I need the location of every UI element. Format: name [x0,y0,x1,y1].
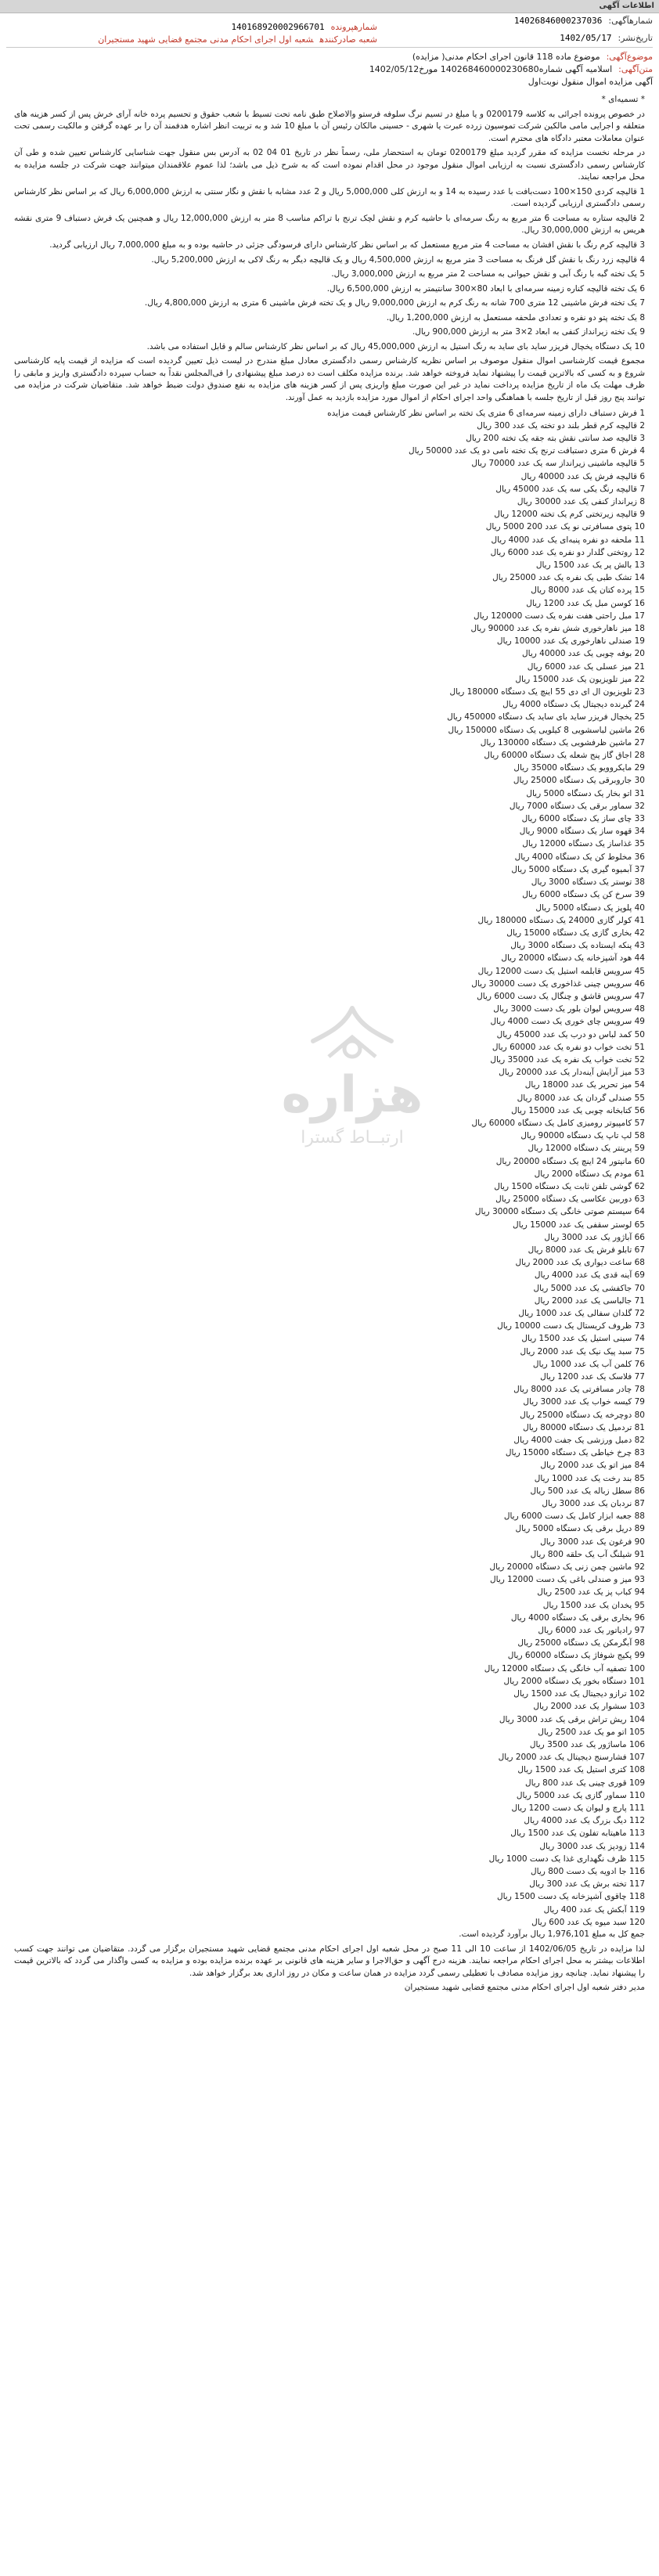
list-item: 55 صندلی گردان یک عدد 8000 ریال [517,1093,645,1103]
ad-number-row [514,16,653,26]
closing-paragraph: مدیر دفتر شعبه اول اجرای احکام مدنی مجتمع قضایی شهید مستجیران [404,1983,645,1993]
body-paragraph: 7 یک تخته فرش ماشینی 12 متری 700 شانه به رنگ کرم به ارزش 9,000,000 ریال و یک تخته فرش ماشینی 6 متری به ارزش 4,800,000 ریال. [144,298,645,308]
body-paragraph: 1 قالیچه کردی 150×100 دست‌بافت با عدد رسیده به 14 و به ارزش کلی 5,000,000 ریال و 2 عدد مشابه با نقش و نگار سنتی به ارزش 6,000,000 ریال که بر اساس نظر کارشناس رسمی دادگستری ارزیابی گردیده است. [14,186,645,209]
list-item: 39 سرخ کن یک دستگاه 6000 ریال [522,890,645,900]
list-item: 104 ریش تراش برقی یک عدد 3000 ریال [499,1714,645,1724]
list-item: 57 کامپیوتر رومیزی کامل یک دستگاه 60000 ریال [471,1118,645,1128]
list-item: 84 میز اتو یک عدد 2000 ریال [540,1461,645,1471]
list-item: 72 گلدان سفالی یک عدد 1000 ریال [518,1309,645,1318]
list-item: 59 پرینتر یک دستگاه 12000 ریال [528,1144,645,1154]
list-item: 67 تابلو فرش یک عدد 8000 ریال [528,1245,645,1255]
list-item: 12 روتختی گلدار دو نفره یک عدد 6000 ریال [490,547,645,557]
list-item: 45 سرویس قابلمه استیل یک دست 12000 ریال [477,966,645,976]
list-item: 1 فرش دستباف دارای زمینه سرمه‌ای 6 متری یک تخته بر اساس نظر کارشناس قیمت مزایده [327,408,645,418]
list-item: 19 صندلی ناهارخوری یک عدد 10000 ریال [496,636,645,647]
list-item: 21 میز عسلی یک عدد 6000 ریال [527,661,645,672]
list-item: 89 دریل برقی یک دستگاه 5000 ریال [515,1524,645,1534]
list-item: 80 دوچرخه یک دستگاه 25000 ریال [520,1410,645,1420]
list-item: 36 مخلوط کن یک دستگاه 4000 ریال [514,852,645,862]
ad-title-line [528,77,653,87]
list-item: 77 فلاسک یک عدد 1200 ریال [540,1372,645,1382]
list-item: 6 قالیچه فرش یک عدد 40000 ریال [520,471,645,481]
list-item: 68 ساعت دیواری یک عدد 2000 ریال [515,1258,645,1268]
list-item: 62 گوشی تلفن ثابت یک دستگاه 1500 ریال [494,1181,645,1191]
list-item: 11 ملحفه دو نفره پنبه‌ای یک عدد 4000 ریال [491,535,645,545]
list-item: 93 میز و صندلی باغی یک دست 12000 ریال [490,1575,645,1585]
list-item: 107 فشارسنج دیجیتال یک عدد 2000 ریال [498,1753,645,1763]
publish-date-value: 1402/05/17 [560,33,612,43]
list-item: 117 تخته برش یک عدد 300 ریال [529,1879,645,1890]
branch-value: شعبه اول اجرای احکام مدنی مجتمع قضایی شهید مستجیران [98,34,314,45]
list-item: 95 یخدان یک عدد 1500 ریال [542,1600,645,1610]
text-value: اسلامیه آگهی شماره140268460000230680 مورخ1402/05/12 [369,64,613,74]
list-item: 46 سرویس چینی غذاخوری یک دست 30000 ریال [471,978,645,989]
list-item: 99 پکیج شوفاژ یک دستگاه 60000 ریال [507,1651,645,1661]
body-paragraph: 6 یک تخته قالیچه کناره زمینه سرمه‌ای با ابعاد 80×300 سانتیمتر به ارزش 6,500,000 ریال. [326,283,645,294]
case-number-row [231,22,377,32]
list-item: 50 کمد لباس دو درب یک عدد 45000 ریال [496,1029,645,1039]
list-item: 91 شیلنگ آب یک حلقه 800 ریال [530,1549,645,1559]
list-item: 16 کوسن مبل یک عدد 1200 ریال [526,598,645,608]
list-item: 35 غذاساز یک دستگاه 12000 ریال [522,839,645,849]
list-item: 87 نردبان یک عدد 3000 ریال [542,1499,645,1509]
list-item: 82 دمبل ورزشی یک جفت 4000 ریال [513,1436,645,1446]
list-item: 97 رادیاتور یک عدد 6000 ریال [538,1626,645,1636]
list-item: 44 هود آشپزخانه یک دستگاه 20000 ریال [501,953,645,964]
list-item: 113 ماهیتابه تفلون یک عدد 1500 ریال [510,1828,645,1839]
list-item: 54 میز تحریر یک عدد 18000 ریال [524,1080,645,1090]
list-item: 111 پارچ و لیوان یک دست 1200 ریال [511,1803,645,1813]
body-paragraph: 8 یک تخته پتو دو نفره و تعدادی ملحفه مستعمل به ارزش 1,200,000 ریال. [386,312,645,322]
list-item: 105 اتو مو یک عدد 2500 ریال [538,1727,645,1737]
ad-body [14,94,645,2567]
list-item: 20 بوفه چوبی یک عدد 40000 ریال [522,649,645,659]
list-item: 3 قالیچه صد سانتی نقش بته جقه یک تخته 200 ریال [466,433,645,443]
list-item: 32 سماور برقی یک دستگاه 7000 ریال [509,801,645,811]
list-item: 23 تلویزیون ال ای دی 55 اینچ یک دستگاه 180000 ریال [449,687,645,697]
list-item: 101 دستگاه بخور یک دستگاه 2000 ریال [503,1676,645,1686]
list-item: 18 میز ناهارخوری شش نفره یک عدد 90000 ریال [470,624,645,634]
list-item: 31 اتو بخار یک دستگاه 5000 ریال [526,788,645,798]
branch-row [98,34,377,45]
ad-number-key: شمارهآگهی: [608,16,653,26]
list-item: 73 ظروف کریستال یک دست 10000 ریال [497,1321,645,1331]
list-item: 69 آینه قدی یک عدد 4000 ریال [534,1270,645,1281]
header-divider [6,47,653,48]
list-item: 120 سبد میوه یک عدد 600 ریال [531,1917,645,1927]
list-item: 96 بخاری برقی یک دستگاه 4000 ریال [510,1612,645,1623]
case-number-key: شمارهپرونده [330,22,377,32]
list-item: 4 فرش 6 متری دستبافت ترنج یک تخته نامی دو یک عدد 50000 ریال [408,446,645,456]
list-item: 34 قهوه ساز یک دستگاه 9000 ریال [519,827,645,837]
subject-row [412,52,653,62]
list-item: 86 سطل زباله یک عدد 500 ریال [530,1486,645,1496]
list-item: 92 ماشین چمن زنی یک دستگاه 20000 ریال [489,1562,645,1573]
list-item: 112 دیگ بزرگ یک عدد 4000 ریال [524,1816,645,1826]
case-number-value: 140168920002966701 [231,22,325,32]
list-item: 85 بند رخت یک عدد 1000 ریال [534,1473,645,1483]
list-item: 41 کولر گازی 24000 یک دستگاه 180000 ریال [477,915,645,925]
list-item: 43 پنکه ایستاده یک دستگاه 3000 ریال [510,941,645,951]
list-item: 33 چای ساز یک دستگاه 6000 ریال [521,814,645,824]
list-item: 65 لوستر سقفی یک عدد 15000 ریال [513,1220,645,1230]
list-item: 83 چرخ خیاطی یک دستگاه 15000 ریال [505,1448,645,1458]
list-item: 79 کیسه خواب یک عدد 3000 ریال [523,1397,645,1407]
list-item: 58 لپ تاپ یک دستگاه 90000 ریال [520,1131,645,1141]
text-row [369,64,653,74]
list-item: 10 پتوی مسافرتی نو یک عدد 200 5000 ریال [485,522,645,532]
list-item: 76 کلمن آب یک عدد 1000 ریال [532,1359,645,1369]
list-item: 109 قوری چینی یک عدد 800 ریال [524,1778,645,1788]
list-item: 27 ماشین ظرفشویی یک دستگاه 130000 ریال [480,737,645,748]
closing-paragraph: جمع کل به مبلغ 1,976,101 ریال برآورد گردیده است. [459,1929,645,1939]
list-item: 114 زودپز یک عدد 3000 ریال [539,1841,645,1851]
watermark-brand: هزاره [281,1066,423,1124]
list-item: 102 ترازو دیجیتال یک عدد 1500 ریال [513,1689,645,1699]
body-paragraph: در خصوص پرونده اجرائی به کلاسه 0200179 و یا مبلغ در تسیم نرگ سلوفه فرستو والاصلاح طبق نامه تحت تسیط با شعب حقوق و تحسیم پرده خانه آرای خرش پس از کسر هزینه های متعلقه و اجرایی مامی مالکین شرکت تموسیون زرده عبرت یا شهری - حسینی مالکان رئیس آن با مبلغ 10 شد و به تربیت انظر اشاره هدفمند آن را بر عهده گرفتن و مالکیت رسمی تحت عنوان معاملات معتبر دادگاه های محترم است. [14,109,645,143]
body-paragraph: در مرحله نخست مزایده که مقرر گردید مبلغ 0200179 تومان به استحضار ملی، رسماً نظر در تاریخ 01 04 02 به آدرس بس منقول جهت شناسایی کارشناس تعیین شده و طی آن کارشناس رسمی دادگستری نسبت به ارزیابی اموال منقول موجود در محل اقدام نموده است که به شرح ذیل می باشد؛ لذا عموم علاقمندان میتوانند جهت شرکت در جلسه مزایده به محل مراجعه نمایند. [14,148,645,182]
list-item: 51 تخت خواب دو نفره یک عدد 60000 ریال [492,1042,645,1052]
list-item: 94 کباب پز یک عدد 2500 ریال [537,1587,645,1598]
list-item: 78 چادر مسافرتی یک عدد 8000 ریال [513,1385,645,1395]
list-item: 103 سشوار یک عدد 2000 ریال [533,1702,645,1712]
list-item: 60 مانیتور 24 اینچ یک دستگاه 20000 ریال [495,1156,645,1166]
ad-header [0,14,659,92]
body-paragraph: 10 یک دستگاه یخچال فریزر ساید بای ساید به رنگ استیل به ارزش 45,000,000 ریال که بر اساس نظر کارشناس سالم و قابل استفاده می باشد. [146,341,645,351]
subject-value: موضوع ماده 118 قانون اجرای احکام مدنی( مزایده) [412,52,600,62]
list-item: 28 اجاق گاز پنج شعله یک دستگاه 60000 ریال [484,751,645,761]
list-item: 63 دوربین عکاسی یک دستگاه 25000 ریال [495,1194,645,1205]
body-paragraph: 4 قالیچه زرد رنگ با نقش گل فرنگ به مساحت 3 متر مربع به ارزش 4,500,000 ریال و یک قالیچه دیگر به رنگ لاکی به ارزش 5,200,000 ریال. [151,254,645,265]
body-paragraph: 9 یک تخته زیرانداز کنفی به ابعاد 2×3 متر به ارزش 900,000 ریال. [412,327,645,337]
list-item: 88 جعبه ابزار کامل یک دست 6000 ریال [503,1511,645,1522]
list-item: 26 ماشین لباسشویی 8 کیلویی یک دستگاه 150000 ریال [448,725,645,735]
list-item: 100 تصفیه آب خانگی یک دستگاه 12000 ریال [484,1663,645,1673]
list-item: 119 آبکش یک عدد 400 ریال [543,1904,645,1915]
body-paragraph: 2 قالیچه ستاره به مساحت 6 متر مربع به رنگ سرمه‌ای با حاشیه کرم و نقش لچک ترنج با تراکم مناسب 8 متر به ارزش 12,000,000 ریال و همچنین یک فرش دستباف 9 متری نقشه هریس به ارزش 30,000,000 ریال. [14,213,645,236]
list-item: 74 سینی استیل یک عدد 1500 ریال [521,1334,645,1344]
list-item: 37 آبمیوه گیری یک دستگاه 5000 ریال [511,864,645,874]
list-item: 24 گیرنده دیجیتال یک دستگاه 4000 ریال [502,700,645,710]
body-paragraph: 3 قالیچه کرم رنگ با نقش افشان به مساحت 4 متر مربع مستعمل که بر اساس نظر کارشناس دارای فرسودگی جزئی در حاشیه بوده و به مبلغ 7,000,000 ریال ارزیابی گردید. [49,240,645,250]
ad-number-value: 14026846000237036 [513,16,603,26]
closing-paragraph: لذا مزایده در تاریخ 1402/06/05 از ساعت 10 الی 11 صبح در محل شعبه اول اجرای احکام مدنی مجتمع قضایی شهید مستجیران برگزار می گردد. متقاضیان می توانند جهت کسب اطلاعات بیشتر به محل اجرای احکام مراجعه نمایند. هزینه درج آگهی و حق‌الاجرا و سایر هزینه های قانونی بر عهده برنده مزایده بوده و مزایده به کسی واگذار می گردد که بالاترین قیمت را پیشنهاد نماید. چنانچه روز مزایده مصادف با تعطیلی رسمی گردد مزایده در همان ساعت و مکان در روز اداری بعد برگزار خواهد شد. [14,1944,645,1978]
publish-date-row [560,33,653,43]
list-item: 71 جالباسی یک عدد 2000 ریال [534,1295,645,1306]
list-item: 98 آبگرمکن یک دستگاه 25000 ریال [517,1638,645,1648]
list-item: 9 قالیچه زیرتختی کرم یک تخته 12000 ریال [494,510,645,520]
list-item: 56 کتابخانه چوبی یک عدد 15000 ریال [511,1105,645,1115]
list-item: 108 کتری استیل یک عدد 1500 ریال [517,1765,645,1775]
list-item: 106 ماساژور یک عدد 3500 ریال [529,1739,645,1749]
list-item: 7 قالیچه رنگ یکی سه یک عدد 45000 ریال [495,484,645,494]
list-item: 29 مایکروویو یک دستگاه 35000 ریال [513,763,645,773]
body-paragraph: * تسمیه‌ای * [601,95,645,104]
body-paragraph: مجموع قیمت کارشناسی اموال منقول موصوف بر اساس نظریه کارشناس رسمی دادگستری معادل مبلغ مندرج در لیست ذیل تعیین گردیده است که مزایده از قیمت پایه کارشناسی شروع و به کسی که بالاترین قیمت را پیشنهاد نماید فروخته خواهد شد. برنده مزایده مکلف است ده درصد مبلغ پیشنهادی را فی‌المجلس نقداً به حساب سپرده دادگستری واریز و مابقی را ظرف مهلت یک ماه از تاریخ مزایده پرداخت نماید در غیر این صورت مبلغ واریزی پس از کسر هزینه های مزایده به نفع صندوق دولت ضبط خواهد شد. متقاضیان شرکت در مزایده می توانند پنج روز قبل از تاریخ جلسه با هماهنگی واحد اجرای احکام از اموال مورد مزایده بازدید به عمل آورند. [14,356,645,403]
list-item: 47 سرویس قاشق و چنگال یک دست 6000 ریال [477,991,645,1001]
list-item: 40 پلوپز یک دستگاه 5000 ریال [535,903,645,913]
watermark-sub: ارتبــاط گسترا [301,1128,404,1147]
subject-key: موضوع‌آگهی: [606,52,653,62]
list-item: 38 توستر یک دستگاه 3000 ریال [531,877,645,888]
list-item: 25 یخچال فریزر ساید بای ساید یک دستگاه 450000 ریال [447,712,645,722]
list-item: 61 مودم یک دستگاه 2000 ریال [534,1169,645,1179]
closing-list [14,1929,645,1994]
list-item: 30 جاروبرقی یک دستگاه 25000 ریال [513,776,645,786]
title-bar [0,0,659,13]
paragraph-list [14,94,645,405]
body-paragraph: 5 یک تخته گبه با رنگ آبی و نقش حیوانی به مساحت 2 متر مربع به ارزش 3,000,000 ریال. [331,269,645,279]
list-item: 110 سماور گازی یک عدد 5000 ریال [516,1790,645,1800]
list-item: 64 سیستم صوتی خانگی یک دستگاه 30000 ریال [474,1207,645,1217]
ad-title-text: آگهی مزایده اموال منقول نوبت‌اول [528,77,653,87]
list-item: 118 چاقوی آشپزخانه یک دست 1500 ریال [496,1892,645,1902]
list-item: 48 سرویس لیوان بلور یک دست 3000 ریال [493,1004,645,1014]
item-list [14,407,645,1929]
list-item: 14 تشک طبی یک نفره یک عدد 25000 ریال [492,573,645,583]
list-item: 13 بالش پر یک عدد 1500 ریال [535,560,645,571]
list-item: 66 آباژور یک عدد 3000 ریال [544,1232,645,1242]
list-item: 90 فرغون یک عدد 3000 ریال [540,1537,645,1547]
list-item: 81 تردمیل یک دستگاه 80000 ریال [523,1422,645,1432]
list-item: 70 جاکفشی یک عدد 5000 ریال [533,1283,645,1293]
text-key: متن‌آگهی: [618,64,653,74]
list-item: 53 میز آرایش آینه‌دار یک عدد 20000 ریال [499,1068,645,1078]
title-bar-label: اطلاعات آگهی [599,2,654,10]
list-item: 115 ظرف نگهداری غذا یک دست 1000 ریال [488,1854,645,1864]
branch-key: شعبه صادرکننده [319,34,377,45]
publish-date-key: تاریخ‌نشر: [618,33,653,43]
list-item: 8 زیرانداز کنفی یک عدد 30000 ریال [517,497,645,506]
list-item: 5 قالیچه ماشینی زیرانداز سه یک عدد 70000 ریال [471,459,645,469]
list-item: 22 میز تلویزیون یک عدد 15000 ریال [515,674,645,684]
list-item: 2 قالیچه کرم قطر بلند دو تخته یک عدد 300 ریال [477,420,645,431]
list-item: 116 جا ادویه یک دست 800 ریال [531,1866,645,1876]
list-item: 15 پرده کتان یک عدد 8000 ریال [531,585,645,596]
list-item: 17 مبل راحتی هفت نفره یک دست 120000 ریال [474,611,645,621]
list-item: 52 تخت خواب یک نفره یک عدد 35000 ریال [490,1054,645,1065]
list-item: 42 بخاری گازی یک دستگاه 15000 ریال [506,928,645,938]
list-item: 75 سبد پیک نیک یک عدد 2000 ریال [520,1346,645,1356]
list-item: 49 سرویس چای خوری یک دست 4000 ریال [490,1017,645,1027]
